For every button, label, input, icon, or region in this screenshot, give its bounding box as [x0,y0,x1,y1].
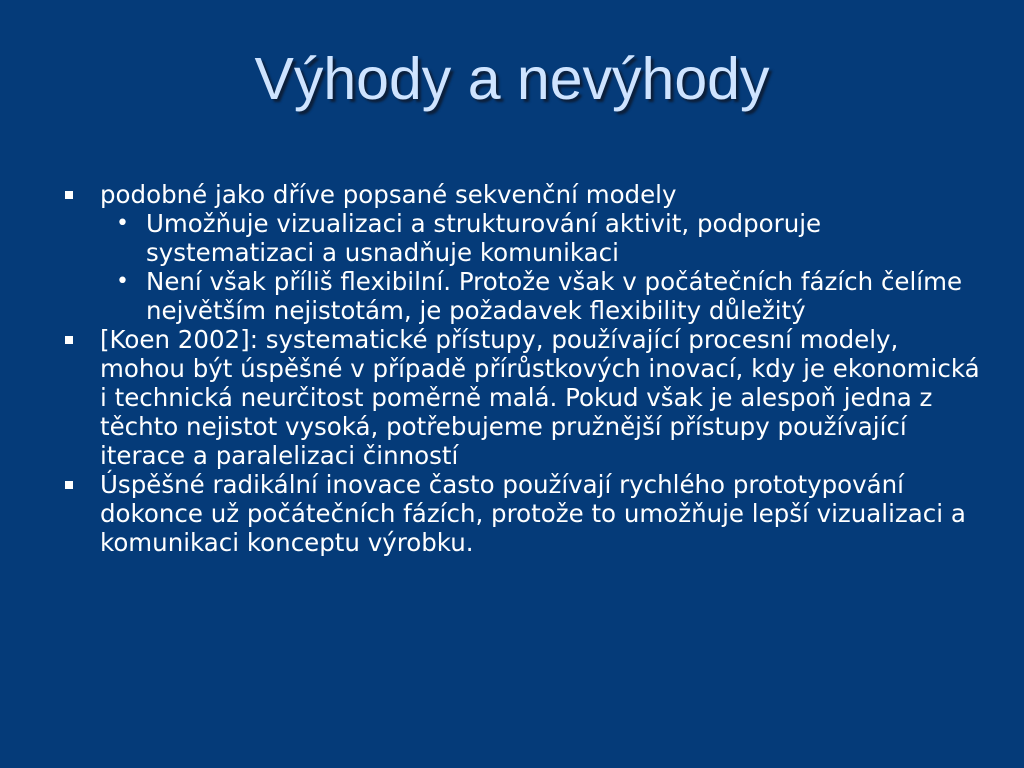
sub-bullet-item-1 [60,209,980,267]
round-bullet-icon: • [116,211,129,236]
square-bullet-icon [65,336,73,344]
bullet-item-2 [60,325,980,470]
bullet-text-2: [Koen 2002]: systematické přístupy, používající procesní modely, mohou být úspěšné v případě přírůstkových inovací, kdy je ekonomická i technická neurčitost poměrně malá. Pokud však je alespoň jedna z těchto nejistot vysoká, potřebujeme pružnější přístupy používající iterace a paralelizaci činností [100,325,980,470]
bullet-text-1: podobné jako dříve popsané sekvenční modely [100,180,677,209]
round-bullet-icon: • [116,269,129,294]
bullet-text-3: Úspěšné radikální inovace často používají rychlého prototypování dokonce už počátečních fázích, protože to umožňuje lepší vizualizaci a komunikaci konceptu výrobku. [100,470,966,557]
slide-title: Výhody a nevýhody [254,46,770,112]
bullet-item-3 [60,470,980,557]
sub-bullet-text-1: Umožňuje vizualizaci a strukturování aktivit, podporuje systematizaci a usnadňuje komunikaci [146,209,822,267]
sub-bullet-item-2 [60,267,980,325]
square-bullet-icon [65,481,73,489]
sub-bullet-text-2: Není však příliš flexibilní. Protože však v počátečních fázích čelíme největším nejistotám, je požadavek flexibility důležitý [146,267,963,325]
bullet-item-1 [60,180,980,209]
square-bullet-icon [65,191,73,199]
slide-content [60,180,980,557]
